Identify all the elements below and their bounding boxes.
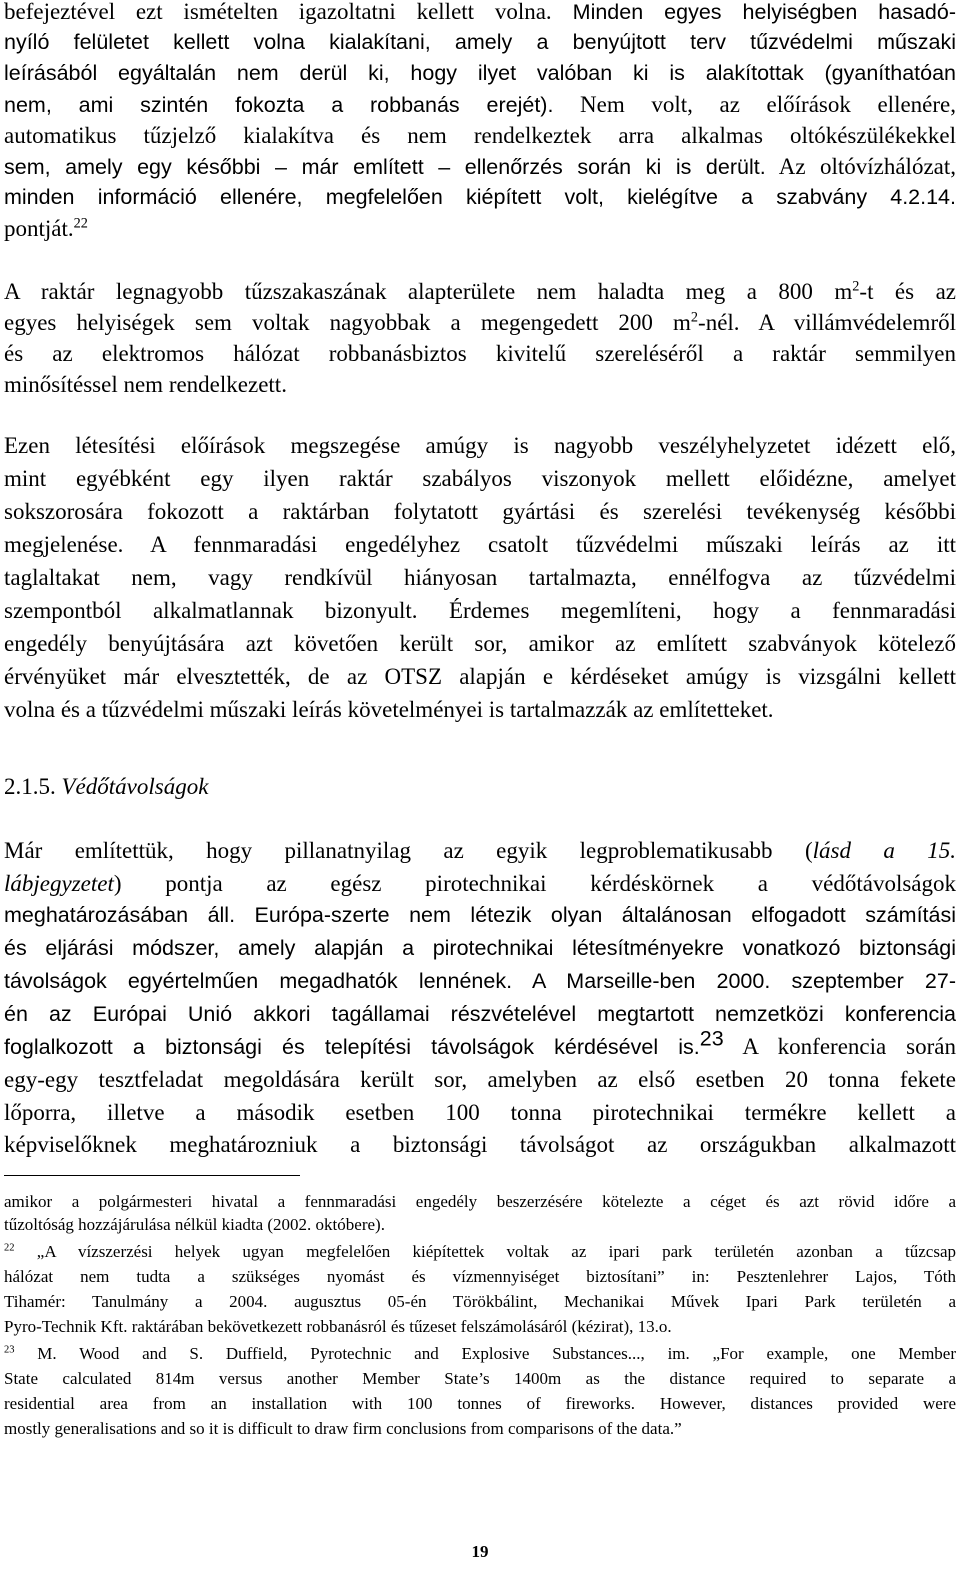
footnote-mark: 23 — [4, 1344, 15, 1356]
text-segment: A raktár legnagyobb tűzszakaszának alapterülete nem haladta meg a 800 m — [4, 279, 853, 304]
text-line — [4, 89, 956, 120]
text-segment: Már említettük, hogy pillanatnyilag az egyik legproblematikusabb ( — [4, 838, 813, 863]
text-line — [4, 307, 956, 338]
text-segment: -nél. A villámvédelemről — [698, 310, 956, 335]
text-line — [4, 151, 956, 182]
text-segment: ) pontja az egész pirotechnikai kérdéskörnek a védőtávolságok — [113, 871, 956, 896]
footnote-mark: 22 — [4, 1242, 15, 1254]
text-line: mint egyébként egy ilyen raktár szabályos viszonyok mellett előidézne, amelyet — [4, 466, 956, 491]
footnote-22 — [4, 1240, 956, 1264]
footnote-line: amikor a polgármesteri hivatal a fennmaradási engedély beszerzésére kötelezte a céget és azt rövid időre a — [4, 1192, 956, 1211]
footnote-reference: 22 — [73, 215, 88, 232]
footnote-line: tűzoltóság hozzájárulása nélkül kiadta (2002. októbere). — [4, 1215, 385, 1234]
text-line: engedély benyújtására azt követően került sor, amikor az említett szabványok kötelező — [4, 631, 956, 656]
text-line: megjelenése. A fennmaradási engedélyhez csatolt tűzvédelmi műszaki leírás az itt — [4, 532, 956, 557]
text-segment: „A vízszerzési helyek ugyan megfelelően kiépítettek voltak az ipari park területén azonban a tűzcsap — [14, 1242, 956, 1261]
text-line: egy-egy tesztfeladat megoldására került sor, amelyben az első esetben 20 tonna fekete — [4, 1067, 956, 1092]
text-line — [4, 0, 956, 27]
text-segment: egyes helyiségek sem voltak nagyobbak a megengedett 200 m — [4, 310, 691, 335]
text-line: automatikus tűzjelző kialakítva és nem rendelkeztek arra alkalmas oltókészülékekkel — [4, 123, 956, 148]
text-line: nyíló felületet kellett volna kialakítani, amely a benyújtott terv tűzvédelmi műszaki — [4, 30, 956, 54]
text-segment: Az oltóvízhálózat, — [765, 154, 956, 179]
text-segment: M. Wood and S. Duffield, Pyrotechnic and Explosive Substances..., im. „For example, one Member — [14, 1344, 956, 1363]
text-line — [4, 213, 956, 244]
text-line: minősítéssel nem rendelkezett. — [4, 372, 287, 397]
text-line: meghatározásában áll. Európa-szerte nem létezik olyan általánosan elfogadott számítási — [4, 903, 956, 927]
text-line: képviselőknek meghatározniuk a biztonsági távolságot az országukban alkalmazott — [4, 1132, 956, 1157]
superscript: 2 — [852, 278, 860, 295]
text-line — [4, 868, 956, 899]
document-page — [4, 0, 956, 1570]
text-line: volna és a tűzvédelmi műszaki leírás követelményei is tartalmazzák az említetteket. — [4, 697, 774, 722]
footnote-line: hálózat nem tudta a szükséges nyomást és vízmennyiséget biztosítani” in: Pesztenlehrer Lajos, Tóth — [4, 1267, 956, 1286]
footnote-23 — [4, 1342, 956, 1366]
footnote-reference: 23 — [699, 1026, 724, 1051]
section-heading — [4, 771, 208, 802]
text-segment: Minden egyes helyiségben hasadó- — [551, 0, 956, 24]
text-line: érvényüket már elvesztették, de az OTSZ alapján e kérdéseket amúgy is vizsgálni kellett — [4, 664, 956, 689]
footnote-line: Tihamér: Tanulmány a 2004. augusztus 05-én Törökbálint, Mechanikai Művek Ipari Park területén a — [4, 1292, 956, 1311]
text-line: távolságok egyértelműen megadhatók lennének. A Marseille-ben 2000. szeptember 27- — [4, 969, 956, 993]
text-line: szempontból alkalmatlannak bizonyult. Érdemes megemlíteni, hogy a fennmaradási — [4, 598, 956, 623]
text-line — [4, 1026, 956, 1062]
section-number: 2.1.5. — [4, 774, 62, 799]
text-segment: Nem volt, az előírások ellenére, — [553, 92, 956, 117]
text-line: és az elektromos hálózat robbanásbiztos kivitelű szereléséről a raktár semmilyen — [4, 341, 956, 366]
text-segment: -t és az — [859, 279, 956, 304]
text-segment: nem, ami szintén fokozta a robbanás erejét). — [4, 93, 554, 117]
text-segment: A konferencia során — [723, 1034, 956, 1059]
text-segment: pontját. — [4, 216, 74, 241]
text-segment: foglalkozott a biztonsági és telepítési távolságok kérdésével is. — [4, 1035, 700, 1059]
footnote-line: Pyro-Technik Kft. raktárában bekövetkezett robbanásról és tűzeset felszámolásáról (kézirat), 13.o. — [4, 1317, 672, 1336]
text-line: sokszorosára fokozott a raktárban folytatott gyártási és szerelési tevékenység későbbi — [4, 499, 956, 524]
text-segment: sem, amely egy későbbi – már említett – ellenőrzés során ki is derült. — [4, 155, 766, 179]
italic-text: lásd a 15. — [812, 838, 956, 863]
text-line: és eljárási módszer, amely alapján a pirotechnikai létesítményekre vonatkozó biztonsági — [4, 936, 956, 960]
text-line: lőporra, illetve a második esetben 100 tonna pirotechnikai termékre kellett a — [4, 1100, 956, 1125]
section-title: Védőtávolságok — [61, 774, 209, 799]
footnote-line: mostly generalisations and so it is difficult to draw firm conclusions from comparisons of the data.” — [4, 1419, 682, 1438]
page-number: 19 — [471, 1542, 489, 1561]
text-line: minden információ ellenére, megfelelően kiépített volt, kielégítve a szabvány 4.2.14. — [4, 185, 956, 209]
text-line: leírásából egyáltalán nem derül ki, hogy ilyet valóban ki is alakítottak (gyaníthatóan — [4, 61, 956, 85]
text-line: Ezen létesítési előírások megszegése amúgy is nagyobb veszélyhelyzetet idézett elő, — [4, 433, 956, 458]
superscript: 2 — [690, 309, 699, 326]
text-line: én az Európai Unió akkori tagállamai részvételével megtartott nemzetközi konferencia — [4, 1002, 956, 1026]
text-line — [4, 835, 956, 866]
text-line — [4, 276, 956, 307]
text-line: taglaltakat nem, vagy rendkívül hiányosan tartalmazta, ennélfogva az tűzvédelmi — [4, 565, 956, 590]
text-segment: befejeztével ezt ismételten igazoltatni kellett volna. — [4, 0, 552, 24]
italic-text: lábjegyzetet — [4, 871, 114, 896]
footnote-line: residential area from an installation with 100 tonnes of fireworks. However, distances provided were — [4, 1394, 956, 1413]
footnote-line: State calculated 814m versus another Member State’s 1400m as the distance required to separate a — [4, 1369, 956, 1388]
footnote-separator — [4, 1175, 300, 1176]
